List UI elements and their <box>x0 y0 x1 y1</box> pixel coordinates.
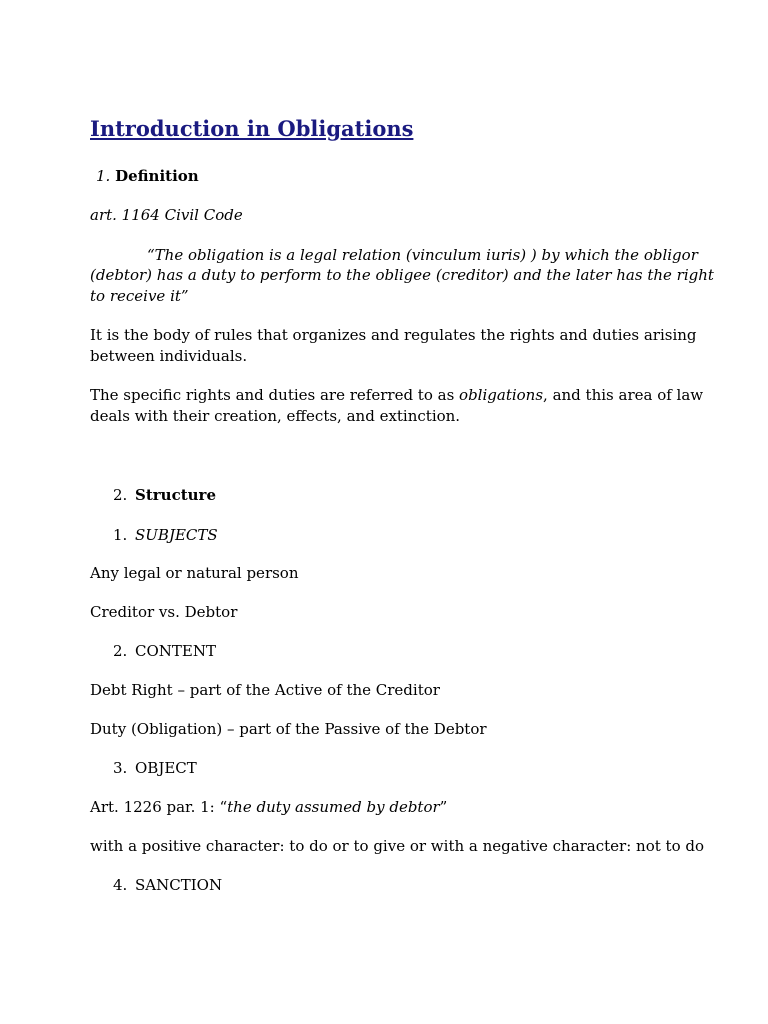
subjects-number: 1. <box>113 526 128 544</box>
object-article-suffix: ” <box>439 798 448 816</box>
subjects-label: SUBJECTS <box>135 526 218 544</box>
paragraph-1-line-1: It is the body of rules that organizes and regulates the rights and duties arising <box>90 326 697 344</box>
content-heading <box>113 641 216 661</box>
object-article-line <box>90 797 447 817</box>
paragraph-2-line-1 <box>90 385 703 405</box>
content-line-2: Duty (Obligation) – part of the Passive of the Debtor <box>90 720 487 738</box>
definition-quote-line-2: (debtor) has a duty to perform to the obligee (creditor) and the later has the right <box>90 266 714 284</box>
subjects-line-1: Any legal or natural person <box>90 564 299 582</box>
paragraph-2-italic: obligations <box>459 386 544 404</box>
definition-quote-line-3: to receive it” <box>90 287 189 305</box>
object-article-quote: the duty assumed by debtor <box>227 798 440 816</box>
object-number: 3. <box>113 759 128 777</box>
content-line-1: Debt Right – part of the Active of the Creditor <box>90 681 440 699</box>
sanction-label: SANCTION <box>135 876 223 894</box>
section-2-number: 2. <box>113 486 128 504</box>
paragraph-1-line-2: between individuals. <box>90 347 248 365</box>
section-1-number: 1. <box>96 167 111 185</box>
section-1-title: Definition <box>115 167 199 185</box>
section-2-title: Structure <box>135 486 216 504</box>
paragraph-2-text-a: The specific rights and duties are referred to as <box>90 386 460 404</box>
paragraph-2-line-2: deals with their creation, effects, and extinction. <box>90 407 461 425</box>
sanction-number: 4. <box>113 876 128 894</box>
subjects-line-2: Creditor vs. Debtor <box>90 603 238 621</box>
section-1-heading <box>96 166 199 186</box>
object-label: OBJECT <box>135 759 197 777</box>
sanction-heading <box>113 875 222 895</box>
section-2-heading <box>113 485 216 505</box>
content-label: CONTENT <box>135 642 216 660</box>
content-number: 2. <box>113 642 128 660</box>
object-line-2: with a positive character: to do or to give or with a negative character: not to do <box>90 837 704 855</box>
object-article-prefix: Art. 1226 par. 1: “ <box>90 798 228 816</box>
object-heading <box>113 758 197 778</box>
subjects-heading <box>113 525 218 545</box>
document-title: Introduction in Obligations <box>90 116 414 141</box>
article-reference: art. 1164 Civil Code <box>90 206 243 224</box>
definition-quote-line-1: “The obligation is a legal relation (vinculum iuris) ) by which the obligor <box>147 246 698 264</box>
paragraph-2-text-b: , and this area of law <box>543 386 704 404</box>
